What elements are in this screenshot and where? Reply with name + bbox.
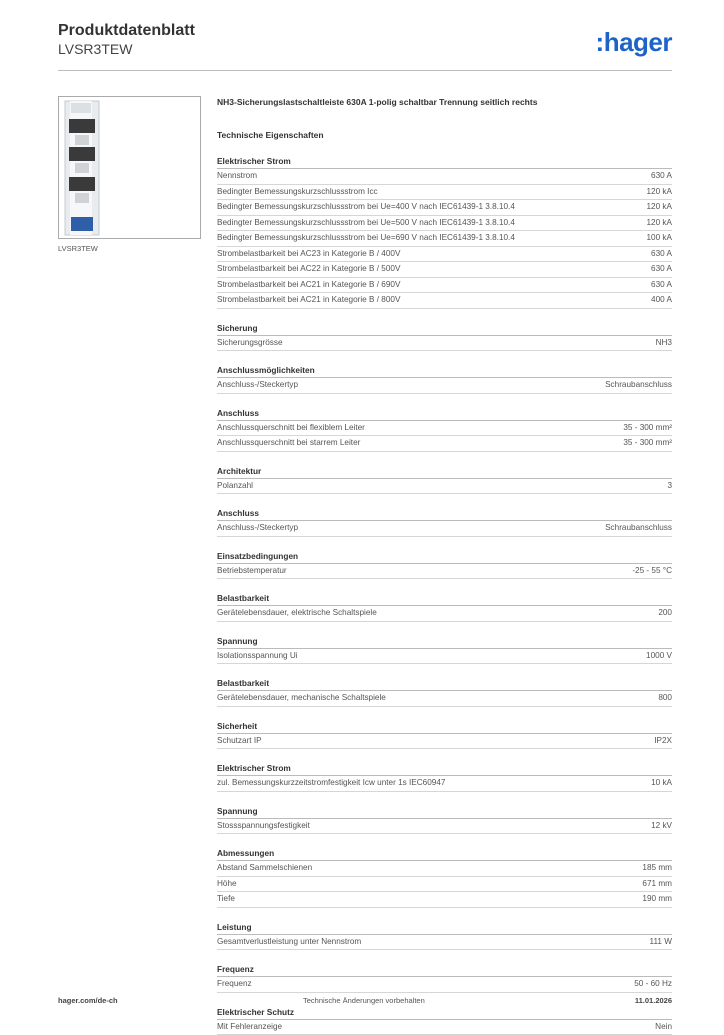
spec-section xyxy=(217,635,672,665)
spec-row xyxy=(217,892,672,908)
spec-row xyxy=(217,278,672,294)
spec-section xyxy=(217,963,672,993)
spec-label: Strombelastbarkeit bei AC22 in Kategorie B / 500V xyxy=(217,262,400,277)
footer-notice: Technische Änderungen vorbehalten xyxy=(303,996,425,1005)
spec-label: Nennstrom xyxy=(217,169,257,184)
product-caption: LVSR3TEW xyxy=(58,244,98,253)
spec-sections xyxy=(217,155,672,1035)
section-title: Anschluss xyxy=(217,407,672,421)
spec-section xyxy=(217,155,672,309)
spec-section xyxy=(217,550,672,580)
spec-section xyxy=(217,592,672,622)
spec-row xyxy=(217,649,672,665)
spec-row xyxy=(217,691,672,707)
section-title: Elektrischer Schutz xyxy=(217,1006,672,1020)
spec-value: 671 mm xyxy=(642,877,672,892)
spec-value: 12 kV xyxy=(651,819,672,834)
spec-row xyxy=(217,247,672,263)
spec-label: Anschlussquerschnitt bei starrem Leiter xyxy=(217,436,360,451)
spec-section xyxy=(217,1006,672,1035)
section-title: Frequenz xyxy=(217,963,672,977)
spec-value: IP2X xyxy=(654,734,672,749)
section-title: Spannung xyxy=(217,635,672,649)
spec-value: 185 mm xyxy=(642,861,672,876)
spec-value: -25 - 55 °C xyxy=(632,564,672,579)
spec-section xyxy=(217,805,672,835)
spec-row xyxy=(217,479,672,495)
spec-row xyxy=(217,606,672,622)
spec-row xyxy=(217,734,672,750)
spec-value: Schraubanschluss xyxy=(605,378,672,393)
spec-row xyxy=(217,336,672,352)
section-title: Architektur xyxy=(217,465,672,479)
spec-section xyxy=(217,507,672,537)
section-title: Belastbarkeit xyxy=(217,592,672,606)
spec-section xyxy=(217,847,672,908)
spec-label: Gesamtverlustleistung unter Nennstrom xyxy=(217,935,361,950)
section-title: Einsatzbedingungen xyxy=(217,550,672,564)
spec-label: Isolationsspannung Ui xyxy=(217,649,298,664)
spec-label: Höhe xyxy=(217,877,237,892)
spec-label: Strombelastbarkeit bei AC21 in Kategorie B / 800V xyxy=(217,293,400,308)
spec-section xyxy=(217,677,672,707)
spec-label: Bedingter Bemessungskurzschlussstrom bei Ue=400 V nach IEC61439-1 3.8.10.4 xyxy=(217,200,515,215)
spec-label: Strombelastbarkeit bei AC21 in Kategorie B / 690V xyxy=(217,278,400,293)
section-title: Spannung xyxy=(217,805,672,819)
product-image xyxy=(59,97,200,238)
spec-row xyxy=(217,564,672,580)
spec-label: Mit Fehleranzeige xyxy=(217,1020,282,1035)
section-title: Abmessungen xyxy=(217,847,672,861)
spec-label: Polanzahl xyxy=(217,479,253,494)
section-title: Leistung xyxy=(217,921,672,935)
spec-label: Gerätelebensdauer, elektrische Schaltspiele xyxy=(217,606,377,621)
section-title: Sicherung xyxy=(217,322,672,336)
spec-row xyxy=(217,216,672,232)
spec-section xyxy=(217,364,672,394)
spec-label: Betriebstemperatur xyxy=(217,564,287,579)
spec-row xyxy=(217,169,672,185)
spec-value: 630 A xyxy=(651,247,672,262)
footer-date: 11.01.2026 xyxy=(635,996,672,1005)
spec-value: Schraubanschluss xyxy=(605,521,672,536)
spec-value: 1000 V xyxy=(646,649,672,664)
spec-label: zul. Bemessungskurzzeitstromfestigkeit Icw unter 1s IEC60947 xyxy=(217,776,445,791)
spec-row xyxy=(217,861,672,877)
spec-label: Anschluss-/Steckertyp xyxy=(217,521,298,536)
spec-section xyxy=(217,322,672,352)
spec-row xyxy=(217,436,672,452)
spec-value: 630 A xyxy=(651,262,672,277)
spec-row xyxy=(217,231,672,247)
spec-value: 190 mm xyxy=(642,892,672,907)
spec-value: 50 - 60 Hz xyxy=(634,977,672,992)
spec-row xyxy=(217,185,672,201)
spec-label: Stossspannungsfestigkeit xyxy=(217,819,310,834)
spec-label: Frequenz xyxy=(217,977,252,992)
spec-value: 200 xyxy=(658,606,672,621)
spec-value: 400 A xyxy=(651,293,672,308)
tech-heading: Technische Eigenschaften xyxy=(217,129,672,141)
hager-logo: :hager xyxy=(596,28,672,56)
spec-row xyxy=(217,293,672,309)
spec-label: Bedingter Bemessungskurzschlussstrom bei Ue=500 V nach IEC61439-1 3.8.10.4 xyxy=(217,216,515,231)
section-title: Anschluss xyxy=(217,507,672,521)
spec-section xyxy=(217,465,672,495)
spec-label: Strombelastbarkeit bei AC23 in Kategorie B / 400V xyxy=(217,247,400,262)
spec-label: Tiefe xyxy=(217,892,235,907)
spec-value: 35 - 300 mm² xyxy=(623,421,672,436)
spec-row xyxy=(217,378,672,394)
spec-label: Anschlussquerschnitt bei flexiblem Leiter xyxy=(217,421,365,436)
spec-section xyxy=(217,720,672,750)
spec-row xyxy=(217,421,672,437)
spec-value: 630 A xyxy=(651,278,672,293)
spec-value: 120 kA xyxy=(647,185,673,200)
spec-row xyxy=(217,877,672,893)
spec-value: 3 xyxy=(667,479,672,494)
spec-label: Abstand Sammelschienen xyxy=(217,861,312,876)
spec-value: NH3 xyxy=(656,336,672,351)
spec-value: 111 W xyxy=(650,935,672,950)
spec-label: Schutzart IP xyxy=(217,734,262,749)
product-code: LVSR3TEW xyxy=(58,41,132,57)
spec-label: Bedingter Bemessungskurzschlussstrom Icc xyxy=(217,185,378,200)
spec-value: 100 kA xyxy=(647,231,673,246)
product-image-frame xyxy=(58,96,201,239)
spec-value: Nein xyxy=(655,1020,672,1035)
spec-row xyxy=(217,776,672,792)
spec-value: 800 xyxy=(658,691,672,706)
product-description: NH3-Sicherungslastschaltleiste 630A 1-polig schaltbar Trennung seitlich rechts xyxy=(217,96,672,108)
spec-row xyxy=(217,262,672,278)
spec-row xyxy=(217,1020,672,1035)
spec-row xyxy=(217,935,672,951)
section-title: Elektrischer Strom xyxy=(217,762,672,776)
spec-section xyxy=(217,407,672,452)
datasheet-content xyxy=(217,96,672,1035)
spec-value: 120 kA xyxy=(647,200,673,215)
footer-website: hager.com/de-ch xyxy=(58,996,118,1005)
spec-value: 630 A xyxy=(651,169,672,184)
spec-row xyxy=(217,819,672,835)
page-header xyxy=(58,22,672,71)
spec-row xyxy=(217,200,672,216)
section-title: Anschlussmöglichkeiten xyxy=(217,364,672,378)
page-title: Produktdatenblatt xyxy=(58,22,195,40)
spec-label: Gerätelebensdauer, mechanische Schaltspiele xyxy=(217,691,386,706)
spec-section xyxy=(217,921,672,951)
spec-label: Anschluss-/Steckertyp xyxy=(217,378,298,393)
spec-label: Sicherungsgrösse xyxy=(217,336,283,351)
section-title: Sicherheit xyxy=(217,720,672,734)
spec-value: 120 kA xyxy=(647,216,673,231)
spec-label: Bedingter Bemessungskurzschlussstrom bei Ue=690 V nach IEC61439-1 3.8.10.4 xyxy=(217,231,515,246)
spec-value: 35 - 300 mm² xyxy=(623,436,672,451)
spec-value: 10 kA xyxy=(651,776,672,791)
spec-section xyxy=(217,762,672,792)
spec-row xyxy=(217,977,672,993)
section-title: Elektrischer Strom xyxy=(217,155,672,169)
section-title: Belastbarkeit xyxy=(217,677,672,691)
spec-row xyxy=(217,521,672,537)
